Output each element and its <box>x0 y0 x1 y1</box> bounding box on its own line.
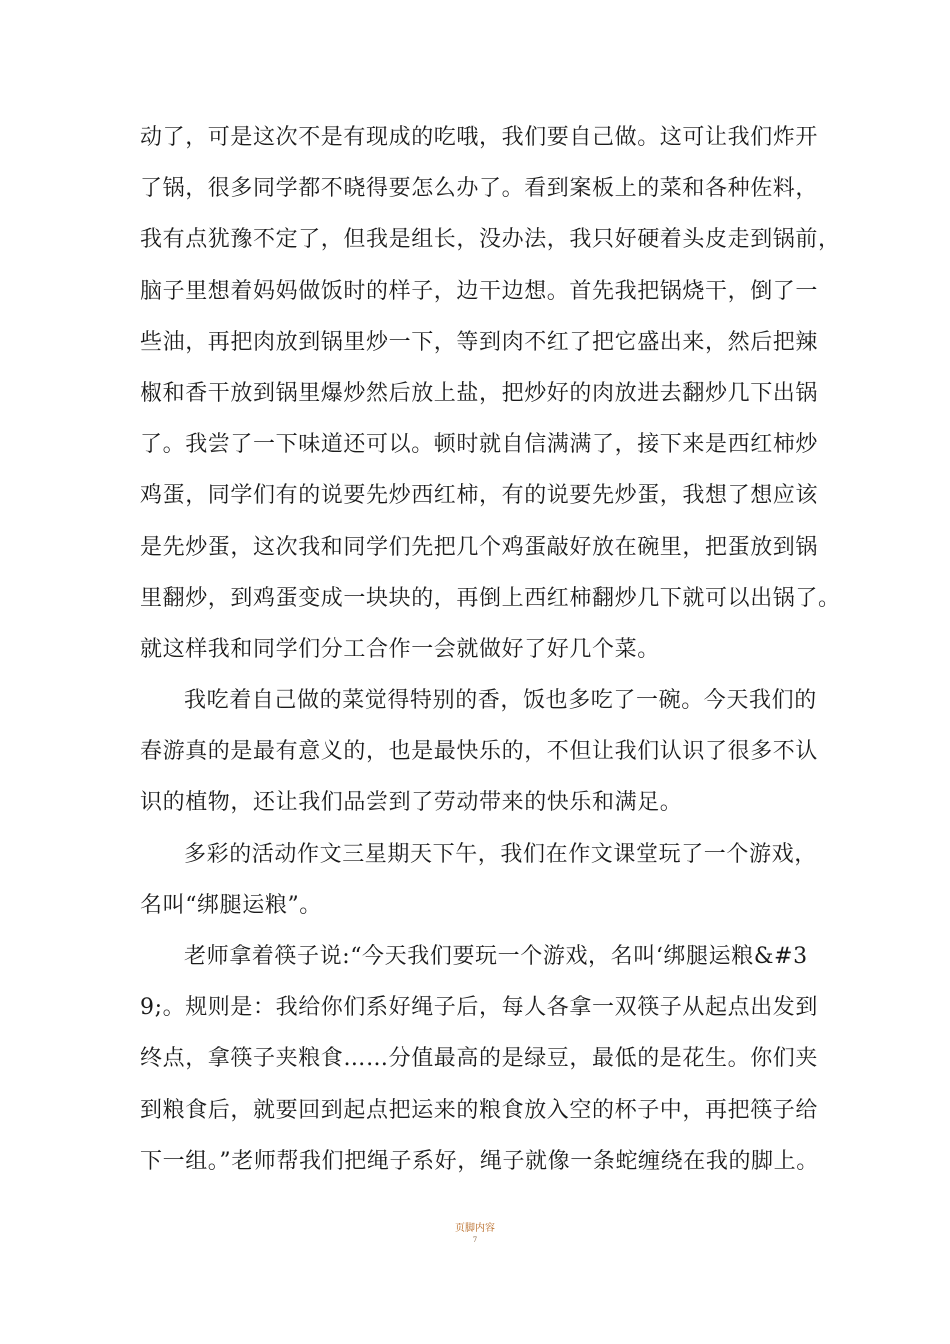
text-line-9: 是先炒蛋，这次我和同学们先把几个鸡蛋敲好放在碗里，把蛋放到锅 <box>140 534 819 560</box>
text-line-20: 到粮食后，就要回到起点把运来的粮食放入空的杯子中，再把筷子给 <box>140 1097 819 1123</box>
body-text <box>140 112 840 1187</box>
text-line-7: 了。我尝了一下味道还可以。顿时就自信满满了，接下来是西红柿炒 <box>140 432 819 458</box>
footer-page-number: 7 <box>472 1236 478 1244</box>
text-line-6: 椒和香干放到锅里爆炒然后放上盐，把炒好的肉放进去翻炒几下出锅 <box>140 380 819 406</box>
text-line-16: 名叫“绑腿运粮”。 <box>140 892 322 918</box>
footer-label: 页脚内容 <box>455 1223 495 1234</box>
text-line-10: 里翻炒，到鸡蛋变成一块块的，再倒上西红柿翻炒几下就可以出锅了。 <box>140 585 841 611</box>
text-line-18: 9;。规则是：我给你们系好绳子后，每人各拿一双筷子从起点出发到 <box>140 995 819 1021</box>
text-line-5: 些油，再把肉放到锅里炒一下，等到肉不红了把它盛出来，然后把辣 <box>140 329 819 355</box>
text-line-3: 我有点犹豫不定了，但我是组长，没办法，我只好硬着头皮走到锅前， <box>140 227 841 253</box>
text-line-21: 下一组。”老师帮我们把绳子系好，绳子就像一条蛇缠绕在我的脚上。 <box>140 1148 819 1174</box>
text-line-15: 多彩的活动作文三星期天下午，我们在作文课堂玩了一个游戏， <box>184 841 817 867</box>
text-line-17: 老师拿着筷子说:“今天我们要玩一个游戏，名叫‘绑腿运粮&#3 <box>184 944 808 969</box>
text-line-19: 终点，拿筷子夹粮食……分值最高的是绿豆，最低的是花生。你们夹 <box>140 1046 819 1072</box>
text-line-13: 春游真的是最有意义的，也是最快乐的，不但让我们认识了很多不认 <box>140 739 819 765</box>
text-line-14: 识的植物，还让我们品尝到了劳动带来的快乐和满足。 <box>140 790 683 816</box>
text-line-2: 了锅，很多同学都不晓得要怎么办了。看到案板上的菜和各种佐料， <box>140 176 819 202</box>
text-line-12: 我吃着自己做的菜觉得特别的香，饭也多吃了一碗。今天我们的 <box>184 688 817 714</box>
text-line-1: 动了，可是这次不是有现成的吃哦，我们要自己做。这可让我们炸开 <box>140 125 819 150</box>
text-line-11: 就这样我和同学们分工合作一会就做好了好几个菜。 <box>140 636 660 662</box>
text-line-4: 脑子里想着妈妈做饭时的样子，边干边想。首先我把锅烧干，倒了一 <box>140 278 819 304</box>
text-line-8: 鸡蛋，同学们有的说要先炒西红柿，有的说要先炒蛋，我想了想应该 <box>140 483 819 509</box>
